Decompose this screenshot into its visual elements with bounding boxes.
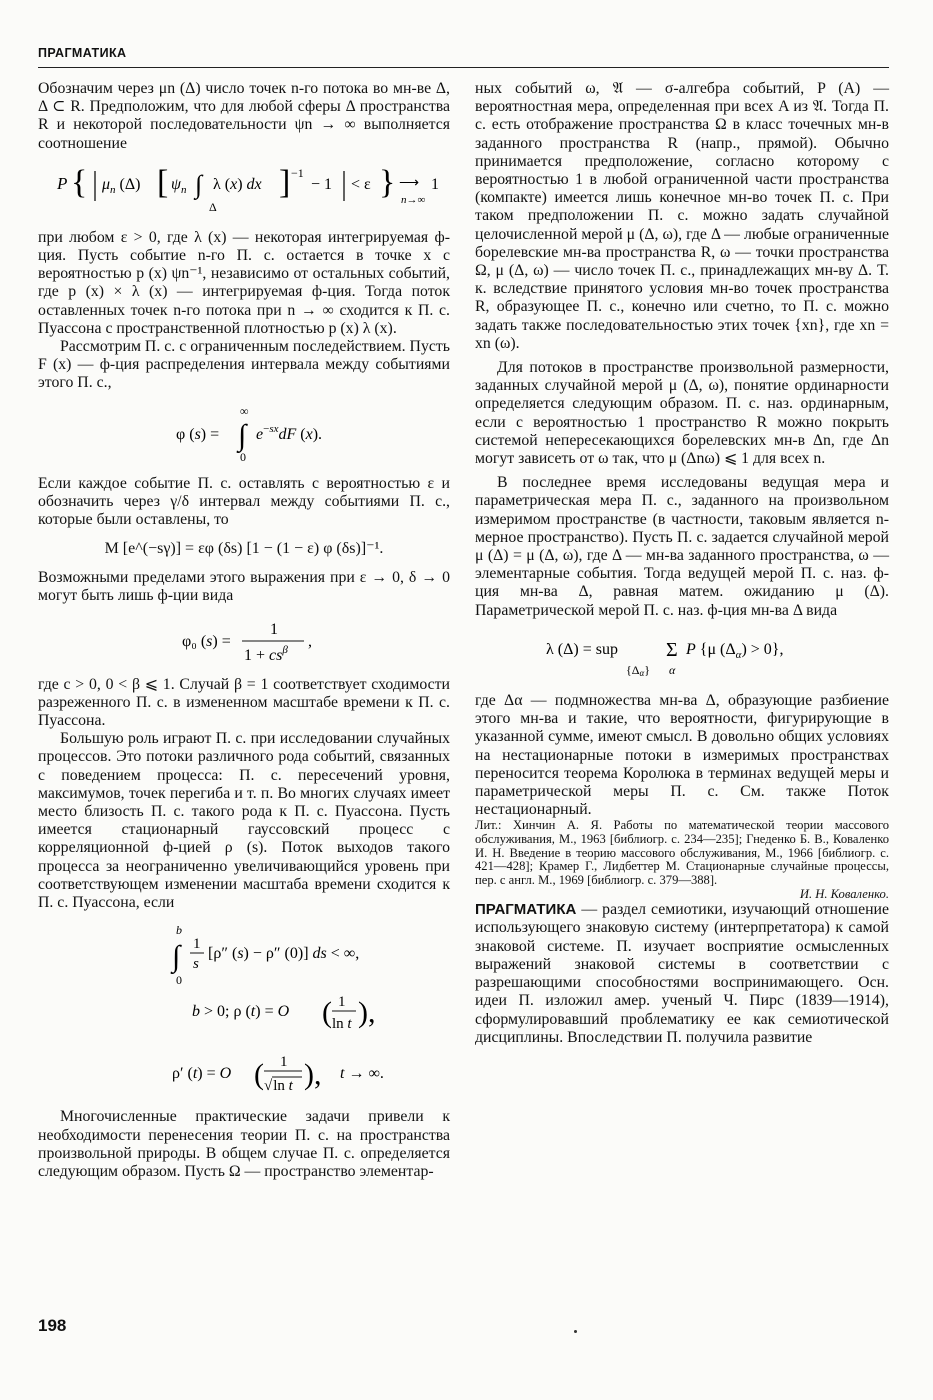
svg-text:(: ( — [254, 1058, 264, 1092]
article-paragraph — [475, 901, 889, 1047]
svg-text:∫: ∫ — [172, 940, 181, 974]
svg-text:− 1: − 1 — [311, 175, 333, 193]
svg-text:1: 1 — [431, 175, 439, 193]
svg-text:α: α — [669, 662, 676, 677]
paragraph: ных событий ω, 𝔄 — σ-алгебра событий, P (A) — вероятностная мера, определенная при всех A из 𝔄. Тогда П. с. есть отображение пространства Ω в класс точечных мн-в заданного пространства R (напр., прямой). Обычно принимается предположение, согласно которому с вероятностью 1 в любой ограниченной части пространства (компакте) имеется лишь конечное мн-во точек П. с. При таком предположении П. с. можно задать случайной целочисленной мерой μ (Δ, ω), где Δ — любые ограниченные борелевские мн-ва пространства R, ω — точки пространства Ω, μ (Δ, ω) — число точек П. с., принадлежащих мн-ву Δ. Т. к. вследствие принятого условия мн-во точек пространства R, образующее П. с., конечно или счетно, то П. с. можно задать также последовательностью этих точек {xn}, где xn = xn (ω). — [475, 80, 889, 352]
svg-text:√ln t: √ln t — [264, 1078, 293, 1095]
svg-text:s: s — [193, 956, 199, 973]
paragraph: Если каждое событие П. с. оставлять с вероятностью ε и обозначить через γ/δ интервал между событиями П. с., которые были оставлены, то — [38, 474, 450, 529]
svg-text:P: P — [57, 173, 68, 193]
svg-text:ψn: $\psi_n$ — [171, 175, 187, 196]
svg-text:1: 1 — [280, 1054, 288, 1071]
svg-text:ln t: ln t — [332, 1016, 352, 1033]
svg-text:1: 1 — [270, 620, 278, 638]
svg-text:λ (x) dx: λ (x) dx — [213, 175, 262, 193]
paragraph: Многочисленные практические задачи привели к необходимости перенесения теории П. с. на пространства произвольной природы. В общем случае П. с. определяется следующим образом. Пусть Ω — пространство элементар- — [38, 1108, 450, 1180]
svg-text:[: [ — [157, 163, 169, 201]
svg-text:∞: ∞ — [240, 403, 249, 418]
svg-text:∫: ∫ — [195, 169, 203, 199]
svg-text:]: ] — [279, 163, 291, 201]
svg-text:Σ: Σ — [666, 638, 678, 661]
svg-text:P {μ (Δα) > 0},: P {μ $(\Delta_\alpha) > 0$}, — [686, 640, 784, 661]
article-text: — раздел семиотики, изучающий отношение использующего знаковую систему (интерпретатора) к самой знаковой системе. П. изучает восприятие осмысленных выражений знаковой системы в соответствии с разрешающими способностями воспринимающего. Осн. идеи П. изложил амер. ученый Ч. Пирс (1839—1914), сформулировавший проблематику ее как семиотической дисциплины. Впоследствии П. получила развитие — [475, 901, 889, 1046]
formula-limit — [38, 161, 450, 219]
paragraph: Для потоков в пространстве произвольной размерности, заданных случайной мерой μ (Δ, ω), понятие ординарности определяется следующим образом. П. с. наз. ординарным, если с вероятностью 1 пространство R можно покрыть системой непересекающихся борелевских мн-в Δn, где Δn могут зависеть от ω так, что μ (Δnω) ⩽ 1 для всех n. — [475, 359, 889, 468]
svg-text:b > 0; ρ (t) = O: b > 0; ρ (t) = O — [192, 1003, 290, 1021]
svg-text:,: , — [308, 632, 312, 650]
svg-text:b: b — [176, 923, 182, 938]
paragraph: Обозначим через μn (Δ) число точек n-го потока во мн-ве Δ, Δ ⊂ R. Предположим, что для любой сферы Δ пространства R и некоторой последовательности ψn → ∞ выполняется соотношение — [38, 80, 450, 152]
formula-laplace — [38, 403, 450, 465]
running-head: ПРАГМАТИКА — [38, 46, 127, 60]
svg-text:{Δα}: {Δα} — [626, 662, 650, 678]
svg-text:(: ( — [322, 996, 332, 1030]
formula-limit-graphic — [39, 161, 449, 219]
paragraph: где c > 0, 0 < β ⩽ 1. Случай β = 1 соответствует сходимости разреженного П. с. в измененном масштабе времени к П. с. Пуассона. — [38, 675, 450, 730]
svg-text:φ₀ (s) =: φ₀ (s) = — [182, 632, 231, 650]
paragraph: В последнее время исследованы ведущая мера и параметрическая мера П. с., заданного на произвольном измеримом пространстве (в частности, таковым является n-мерное пространство). Пусть П. с. задается случайной мерой μ (Δ) = μ (Δ, ω), где Δ — мн-ва заданного пространства, ω — элементарные события. Тогда ведущей мерой П. с. наз. ф-ция мн-ва Δ, равная матем. ожиданию μ (Δ). Параметрической мерой П. с. наз. ф-ция мн-ва Δ вида — [475, 474, 889, 619]
formula-limit-function-graphic — [124, 616, 364, 666]
formula-expectation: M [e^(−sγ)] = εφ (δs) [1 − (1 − ε) φ (δs)]⁻¹. — [104, 540, 384, 558]
svg-text:0: 0 — [176, 973, 182, 988]
svg-text:ρ′ (t) = O: ρ′ (t) = O — [172, 1065, 232, 1083]
right-column — [475, 80, 889, 1047]
svg-text:λ (Δ) = sup: λ (Δ) = sup — [546, 640, 618, 658]
svg-text:n→∞: n→∞ — [401, 193, 426, 206]
svg-text:}: } — [379, 163, 396, 201]
formula-laplace-graphic — [124, 403, 364, 465]
paragraph: при любом ε > 0, где λ (x) — некоторая интегрируемая ф-ция. Пусть событие n-го П. с. остается в точке x с вероятностью p (x) ψn⁻¹, независимо от остальных событий, где p (x) × λ (x) — интегрируемая ф-ция. Тогда поток оставленных точек n-го потока при n → ∞ сходится к П. с. Пуассона с пространственной плотностью p (x) λ (x). — [38, 228, 450, 337]
paragraph: Возможными пределами этого выражения при ε → 0, δ → 0 могут быть лишь ф-ции вида — [38, 569, 450, 605]
svg-text:1: 1 — [338, 994, 346, 1011]
formula-conditions-graphic — [94, 922, 394, 1098]
svg-text:e−sxdF (x).: $e^{-sx}dF$ (x). — [256, 422, 323, 443]
svg-text:t → ∞.: t → ∞. — [340, 1065, 384, 1083]
svg-text:μn (Δ): $\mu_n$ (Δ) — [102, 175, 141, 196]
svg-text:),: ), — [304, 1058, 322, 1092]
svg-text:),: ), — [358, 996, 376, 1030]
formula-conditions — [38, 922, 450, 1098]
svg-text:−1: −1 — [291, 165, 304, 180]
svg-text:1 + csβ: $1 + cs^\beta$ — [244, 643, 288, 664]
svg-text:Δ: Δ — [209, 199, 217, 214]
svg-text:φ (s) =: φ (s) = — [176, 425, 220, 443]
paragraph: Большую роль играют П. с. при исследовании случайных процессов. Это потоки различного рода событий, связанных с поведением процесса: П. с. пересечений уровня, максимумов, точек перегиба и т. п. Во многих случаях имеет место близость П. с. такого рода к П. с. Пуассона. Пусть имеется стационарный гауссовский процесс с корреляционной ф-цией ρ (s). Поток выходов такого процесса за неограниченно увеличивающийся уровень при соответствующем изменении масштаба времени сходится к П. с. Пуассона, если — [38, 730, 450, 912]
svg-text:{: { — [71, 163, 88, 201]
article-headword: ПРАГМАТИКА — [475, 901, 577, 919]
print-speck — [574, 1330, 577, 1333]
paragraph: где Δα — подмножества мн-ва Δ, образующие разбиение этого мн-ва и такие, что вероятности, фигурирующие в указанной сумме, имеют смысл. В довольно общих условиях на нестационарные потоки в измеримых пространствах переносится теорема Королюка в терминах ведущей меры и параметрической меры П. с. См. также Поток нестационарный. — [475, 691, 889, 819]
svg-text:1: 1 — [193, 936, 201, 953]
formula-limit-function — [38, 616, 450, 666]
page-number: 198 — [38, 1316, 67, 1335]
header-rule — [38, 67, 889, 68]
literature-references: Лит.: Хинчин А. Я. Работы по математической теории массового обслуживания, М., 1963 [библиогр. с. 234—235]; Гнеденко Б. В., Коваленко И. Н. Введение в теорию массового обслуживания, М., 1966 [библиогр. с. 421—428]; Крамер Г., Лидбеттер М. Стационарные случайные процессы, пер. с англ. М., 1969 [библиогр. с. 379—388]. — [475, 818, 889, 887]
svg-text:∫: ∫ — [238, 418, 247, 452]
formula-parametric-measure — [475, 630, 889, 682]
svg-text:< ε: < ε — [351, 175, 371, 193]
article-author: И. Н. Коваленко. — [799, 887, 889, 902]
paragraph: Рассмотрим П. с. с ограниченным последействием. Пусть F (x) — ф-ция распределения интервала между событиями этого П. с., — [38, 338, 450, 392]
svg-text:0: 0 — [240, 449, 246, 464]
svg-text:⟶: ⟶ — [399, 175, 420, 191]
formula-parametric-measure-graphic — [502, 630, 862, 682]
left-column — [38, 80, 450, 1181]
svg-text:[ρ″ (s) − ρ″ (0)] ds < ∞,: [ρ″ (s) − ρ″ (0)] ds < ∞, — [208, 945, 360, 963]
